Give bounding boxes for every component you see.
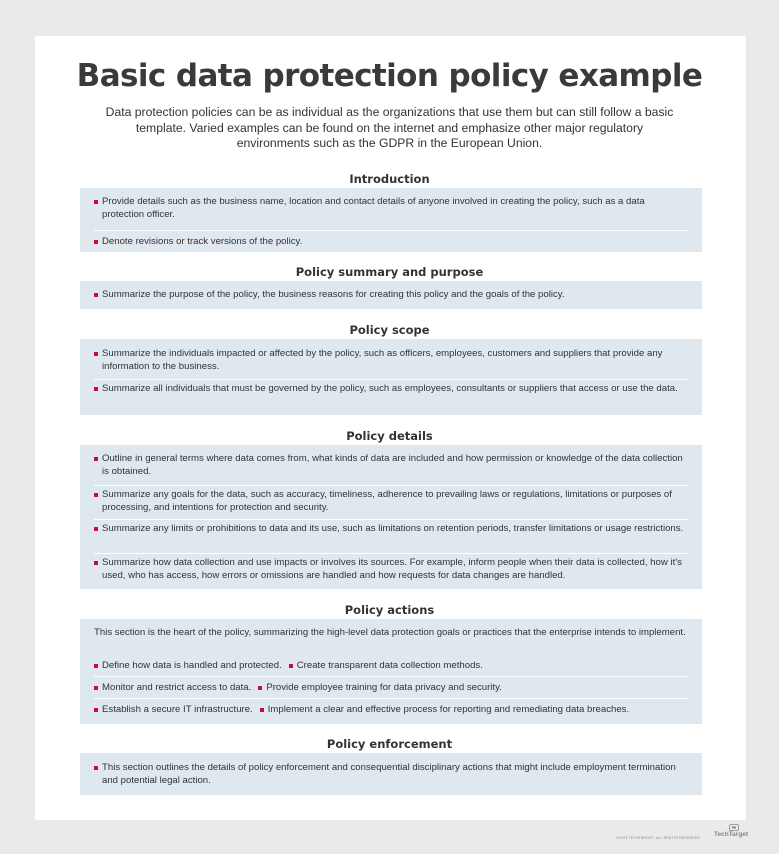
- list-item: This section outlines the details of policy enforcement and consequential disciplinary actions that might include employment termination and potential legal action.: [94, 762, 688, 787]
- bullet-square-icon: [94, 240, 98, 244]
- action-item: Establish a secure IT infrastructure.: [94, 704, 253, 717]
- list-item: [94, 677, 688, 699]
- section-heading-introduction: Introduction: [349, 172, 430, 186]
- action-item: Implement a clear and effective process for reporting and remediating data breaches.: [260, 704, 629, 717]
- action-item: Define how data is handled and protected.: [94, 660, 282, 676]
- list-item: Provide details such as the business name, location and contact details of anyone involved in creating the policy, such as a data protection officer.: [94, 196, 688, 231]
- section-heading-enforcement: Policy enforcement: [326, 737, 453, 751]
- actions-intro: This section is the heart of the policy, summarizing the high-level data protection goals or practices that the enterprise intends to implement.: [94, 627, 686, 638]
- introduction-box: [80, 188, 702, 252]
- bullet-square-icon: [94, 493, 98, 497]
- bullet-square-icon: [289, 664, 293, 668]
- actions-box: [80, 619, 702, 724]
- bullet-square-icon: [94, 200, 98, 204]
- action-item: Monitor and restrict access to data.: [94, 682, 251, 698]
- bullet-square-icon: [94, 766, 98, 770]
- list-item: Summarize any goals for the data, such as accuracy, timeliness, adherence to prevailing laws or regulations, limitations or purposes of processing, and intentions for protection and security.: [94, 486, 688, 520]
- bullet-square-icon: [260, 708, 264, 712]
- bullet-square-icon: [94, 457, 98, 461]
- section-heading-scope: Policy scope: [349, 323, 430, 337]
- page-title: Basic data protection policy example: [76, 58, 703, 94]
- enforcement-box: [80, 753, 702, 795]
- copyright-text: ©2023 TECHTARGET. ALL RIGHTS RESERVED: [616, 836, 700, 840]
- summary-box: [80, 281, 702, 309]
- bullet-square-icon: [94, 293, 98, 297]
- bullet-square-icon: [94, 708, 98, 712]
- list-item: Summarize all individuals that must be governed by the policy, such as employees, consultants or suppliers that access or use the data.: [94, 380, 688, 396]
- techtarget-logo: TechTarget: [714, 831, 749, 838]
- techtarget-logo-icon: [729, 824, 739, 831]
- bullet-square-icon: [94, 352, 98, 356]
- list-item: Summarize the purpose of the policy, the business reasons for creating this policy and the goals of the policy.: [94, 289, 688, 302]
- bullet-square-icon: [94, 664, 98, 668]
- bullet-square-icon: [94, 387, 98, 391]
- bullet-square-icon: [258, 686, 262, 690]
- action-item: Provide employee training for data privacy and security.: [258, 682, 502, 698]
- section-heading-summary: Policy summary and purpose: [295, 265, 484, 279]
- bullet-square-icon: [94, 561, 98, 565]
- section-heading-details: Policy details: [346, 429, 433, 443]
- list-item: Denote revisions or track versions of the policy.: [94, 231, 688, 249]
- details-box: [80, 445, 702, 589]
- list-item: [94, 655, 688, 677]
- list-item: Summarize how data collection and use impacts or involves its sources. For example, inform people when their data is collected, how it's used, who has access, how errors or omissions are handled and how requests for data changes are handled.: [94, 554, 688, 582]
- list-item: Summarize any limits or prohibitions to data and its use, such as limitations on retention periods, transfer limitations or usage restrictions.: [94, 520, 688, 554]
- scope-box: [80, 339, 702, 415]
- bullet-square-icon: [94, 686, 98, 690]
- section-heading-actions: Policy actions: [344, 603, 435, 617]
- page-subtitle: Data protection policies can be as individual as the organizations that use them but can still follow a basic template. Varied examples can be found on the internet and emphasize other major regulatory environments such as the GDPR in the European Union.: [105, 105, 674, 150]
- list-item: [94, 699, 688, 717]
- list-item: Summarize the individuals impacted or affected by the policy, such as officers, employees, customers and suppliers that provide any information to the business.: [94, 348, 688, 380]
- list-item: Outline in general terms where data comes from, what kinds of data are included and how permission or knowledge of the data collection is obtained.: [94, 453, 688, 486]
- bullet-square-icon: [94, 527, 98, 531]
- action-item: Create transparent data collection methods.: [289, 660, 483, 676]
